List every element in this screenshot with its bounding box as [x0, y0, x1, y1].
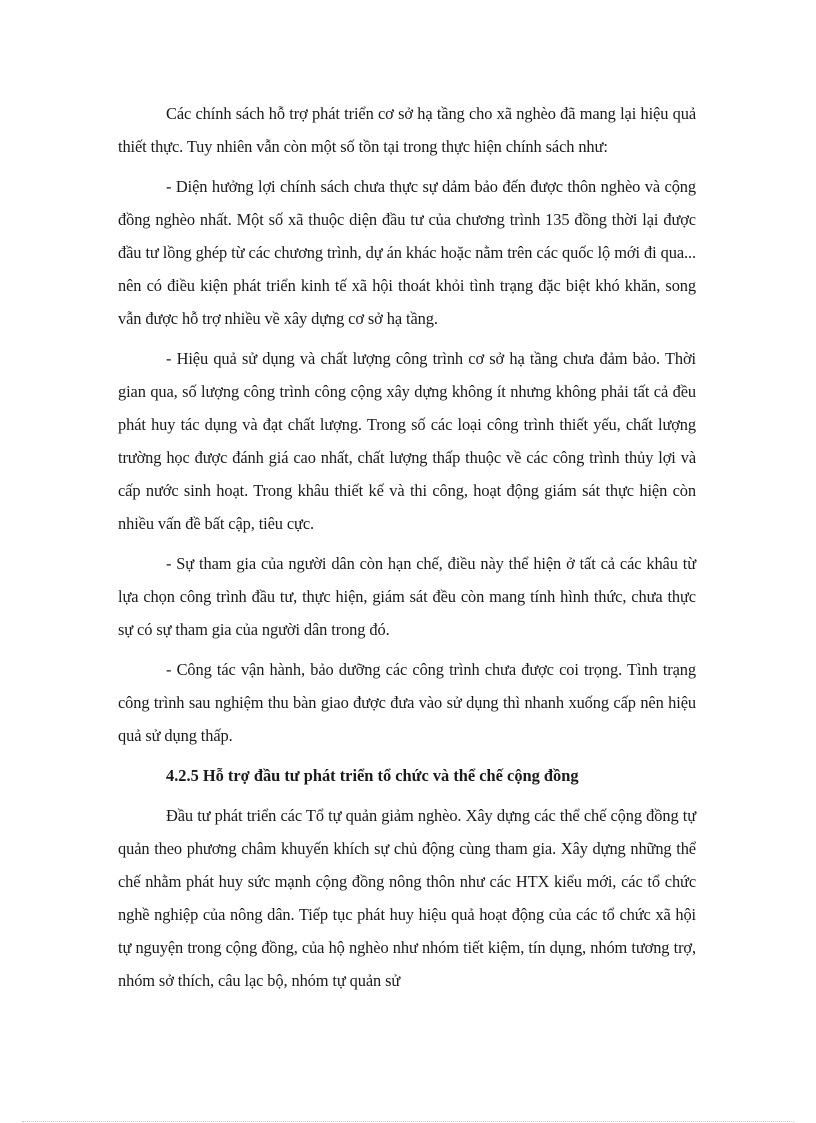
issue-paragraph-participation: - Sự tham gia của người dân còn hạn chế, điều này thể hiện ở tất cả các khâu từ lựa chọn công trình đầu tư, thực hiện, giám sát đều còn mang tính hình thức, chưa thực sự có sự tham gia của người dân trong đó.	[118, 554, 696, 639]
section-body-paragraph: Đầu tư phát triển các Tổ tự quản giảm nghèo. Xây dựng các thể chế cộng đồng tự quản theo phương châm khuyến khích sự chủ động cùng tham gia. Xây dựng những thể chế nhằm phát huy sức mạnh cộng đồng nông thôn như các HTX kiểu mới, các tổ chức nghề nghiệp của nông dân. Tiếp tục phát huy hiệu quả hoạt động của các tổ chức xã hội tự nguyện trong cộng đồng, của hộ nghèo như nhóm tiết kiệm, tín dụng, nhóm tương trợ, nhóm sở thích, câu lạc bộ, nhóm tự quản sử	[118, 806, 696, 990]
intro-paragraph: Các chính sách hỗ trợ phát triển cơ sở hạ tầng cho xã nghèo đã mang lại hiệu quả thiết thực. Tuy nhiên vẫn còn một số tồn tại trong thực hiện chính sách như:	[118, 104, 696, 156]
issue-paragraph-beneficiaries: - Diện hưởng lợi chính sách chưa thực sự dảm bảo đến được thôn nghèo và cộng đồng nghèo nhất. Một số xã thuộc diện đầu tư của chương trình 135 đồng thời lại được đầu tư lồng ghép từ các chương trình, dự án khác hoặc nằm trên các quốc lộ mới đi qua... nên có điều kiện phát triển kinh tế xã hội thoát khỏi tình trạng đặc biệt khó khăn, song vẫn được hỗ trợ nhiều về xây dựng cơ sở hạ tầng.	[118, 177, 696, 328]
section-heading: 4.2.5 Hỗ trợ đầu tư phát triển tổ chức và thể chế cộng đồng	[166, 766, 579, 785]
issue-paragraph-maintenance: - Công tác vận hành, bảo dưỡng các công trình chưa được coi trọng. Tình trạng công trình sau nghiệm thu bàn giao được đưa vào sử dụng thì nhanh xuống cấp nên hiệu quả sử dụng thấp.	[118, 660, 696, 745]
issue-paragraph-quality: - Hiệu quả sử dụng và chất lượng công trình cơ sở hạ tầng chưa đảm bảo. Thời gian qua, số lượng công trình công cộng xây dựng không ít nhưng không phải tất cả đều phát huy tác dụng và đạt chất lượng. Trong số các loại công trình thiết yếu, chất lượng trường học được đánh giá cao nhất, chất lượng thấp thuộc về các công trình thủy lợi và cấp nước sinh hoạt. Trong khâu thiết kế và thi công, hoạt động giám sát thực hiện còn nhiều vấn đề bất cập, tiêu cực.	[118, 349, 696, 533]
page-bottom-divider	[22, 1121, 794, 1122]
page-content	[118, 97, 696, 1004]
